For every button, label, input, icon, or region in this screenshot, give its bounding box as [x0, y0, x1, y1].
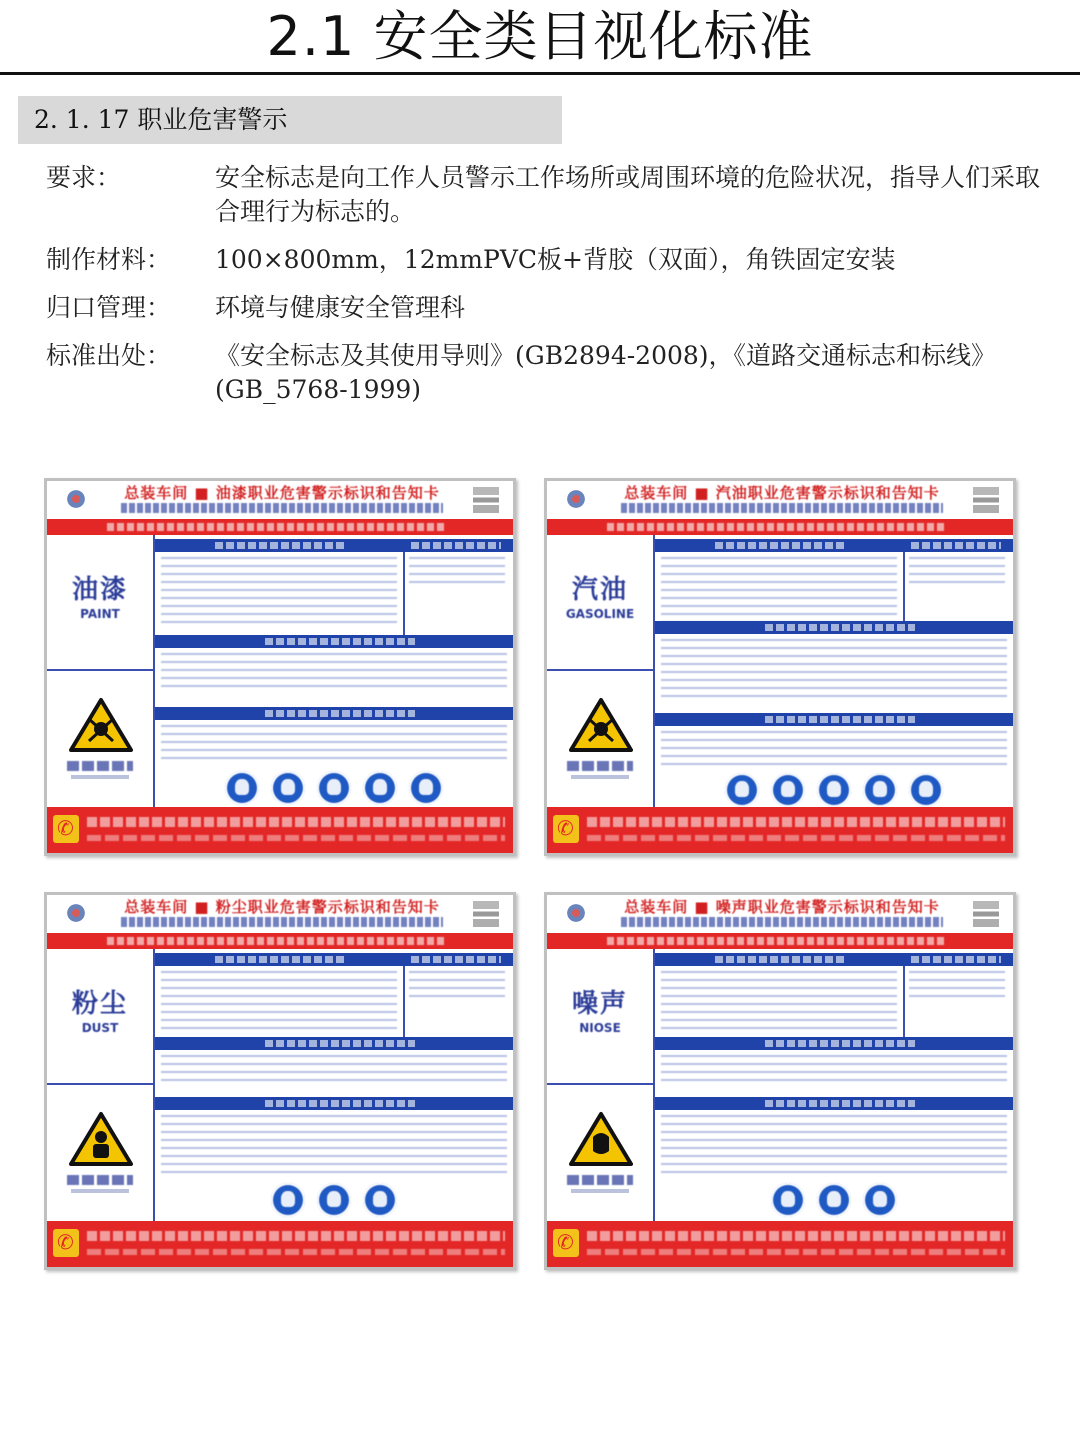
emergency-contact-bar	[47, 1221, 513, 1267]
gloves-icon	[225, 771, 259, 805]
protection-measures-bar	[155, 1097, 513, 1110]
hazard-name-en: DUST	[81, 1021, 119, 1035]
material-label: 制作材料：	[46, 245, 172, 274]
card-title: 总装车间 ■ 粉尘职业危害警示标识和告知卡	[124, 898, 440, 916]
emergency-processing-bar	[155, 1037, 513, 1050]
ventilation-icon	[863, 1183, 897, 1217]
hazard-card-paint	[44, 478, 516, 856]
qr-icon	[973, 487, 999, 513]
hazard-info-panel	[655, 535, 1013, 807]
ear-muffs-icon	[771, 1183, 805, 1217]
hazard-name-box	[47, 535, 153, 671]
hazard-name-zh: 粉尘	[71, 989, 128, 1019]
hazard-name-column	[547, 535, 655, 807]
card-header	[547, 895, 1013, 933]
emergency-contact-bar	[47, 807, 513, 853]
dust-mask-icon	[271, 1183, 305, 1217]
warning-caption-blurred	[67, 761, 133, 771]
protective-suit-icon	[863, 773, 897, 807]
gloves-icon	[725, 773, 759, 807]
company-logo-icon	[561, 487, 591, 511]
warning-caption-blurred	[567, 761, 633, 771]
health-hazards-bar	[155, 539, 513, 552]
card-header	[47, 895, 513, 933]
hazard-card-gasoline	[544, 478, 1016, 856]
management-label: 归口管理：	[46, 293, 172, 322]
protection-measures-bar	[155, 707, 513, 720]
company-logo-icon	[561, 901, 591, 925]
phone-icon	[53, 1229, 79, 1257]
health-hazards-bar	[155, 953, 513, 966]
emergency-processing-bar	[155, 635, 513, 648]
standard-value: 《安全标志及其使用导则》(GB2894-2008)，《道路交通标志和标线》(GB_5768-1999)	[215, 341, 997, 404]
ppe-icons	[155, 1183, 513, 1223]
hazard-name-en: GASOLINE	[565, 607, 635, 621]
qr-icon	[973, 901, 999, 927]
warning-band	[47, 933, 513, 949]
emergency-processing-bar	[655, 621, 1013, 634]
ppe-icons	[655, 1183, 1013, 1223]
protective-suit-icon	[317, 1183, 351, 1217]
health-hazards-bar	[655, 539, 1013, 552]
respirator-icon	[771, 773, 805, 807]
hazard-name-en: NIOSE	[579, 1021, 621, 1035]
card-title: 总装车间 ■ 汽油职业危害警示标识和告知卡	[624, 484, 940, 502]
warning-caption-blurred	[567, 1175, 633, 1185]
requirement-label: 要求：	[46, 163, 122, 192]
warning-band	[47, 519, 513, 535]
hazard-info-panel	[155, 949, 513, 1221]
card-subtitle-blurred	[121, 503, 443, 513]
ventilation-icon	[409, 771, 443, 805]
management-value: 环境与健康安全管理科	[215, 293, 466, 322]
emergency-contact-bar	[547, 1221, 1013, 1267]
ventilation-icon	[363, 1183, 397, 1217]
protective-suit-icon	[363, 771, 397, 805]
hazard-name-box	[47, 949, 153, 1085]
hazard-name-zh: 油漆	[71, 575, 128, 605]
hazard-name-en: PAINT	[80, 607, 120, 621]
hazard-card-noise	[544, 892, 1016, 1270]
section-header: 2. 1. 17 职业危害警示	[18, 96, 562, 144]
protection-measures-bar	[655, 1097, 1013, 1110]
hazard-name-box	[547, 949, 653, 1085]
page-title: 2.1 安全类目视化标准	[266, 5, 814, 68]
phone-icon	[53, 815, 79, 843]
emergency-contact-bar	[547, 807, 1013, 853]
card-title: 总装车间 ■ 噪声职业危害警示标识和告知卡	[624, 898, 940, 916]
protective-suit-icon	[817, 1183, 851, 1217]
goggles-icon	[817, 773, 851, 807]
requirement-value: 安全标志是向工作人员警示工作场所或周围环境的危险状况，指导人们采取合理行为标志的。	[215, 163, 1041, 226]
ppe-icons	[155, 771, 513, 811]
material-value: 100×800mm，12mmPVC板+背胶（双面），角铁固定安装	[215, 245, 896, 274]
card-header	[47, 481, 513, 519]
goggles-icon	[317, 771, 351, 805]
hazard-name-box	[547, 535, 653, 671]
hazard-info-panel	[155, 535, 513, 807]
qr-icon	[473, 901, 499, 927]
standard-label: 标准出处：	[46, 341, 172, 370]
hazard-name-zh: 汽油	[571, 575, 628, 605]
warning-triangle-icon	[569, 1111, 633, 1167]
warning-band	[547, 933, 1013, 949]
card-subtitle-blurred	[621, 503, 943, 513]
hazard-card-dust	[44, 892, 516, 1270]
warning-triangle-icon	[69, 697, 133, 753]
card-header	[547, 481, 1013, 519]
phone-icon	[553, 1229, 579, 1257]
title-divider	[0, 72, 1080, 75]
respirator-icon	[271, 771, 305, 805]
warning-band	[547, 519, 1013, 535]
card-title: 总装车间 ■ 油漆职业危害警示标识和告知卡	[124, 484, 440, 502]
company-logo-icon	[61, 901, 91, 925]
protection-measures-bar	[655, 713, 1013, 726]
ventilation-icon	[909, 773, 943, 807]
health-hazards-bar	[655, 953, 1013, 966]
qr-icon	[473, 487, 499, 513]
card-subtitle-blurred	[121, 917, 443, 927]
warning-triangle-icon	[69, 1111, 133, 1167]
hazard-name-column	[547, 949, 655, 1221]
warning-triangle-icon	[569, 697, 633, 753]
card-subtitle-blurred	[621, 917, 943, 927]
company-logo-icon	[61, 487, 91, 511]
emergency-processing-bar	[655, 1037, 1013, 1050]
phone-icon	[553, 815, 579, 843]
hazard-info-panel	[655, 949, 1013, 1221]
warning-caption-blurred	[67, 1175, 133, 1185]
hazard-name-column	[47, 949, 155, 1221]
hazard-name-column	[47, 535, 155, 807]
hazard-name-zh: 噪声	[571, 989, 628, 1019]
